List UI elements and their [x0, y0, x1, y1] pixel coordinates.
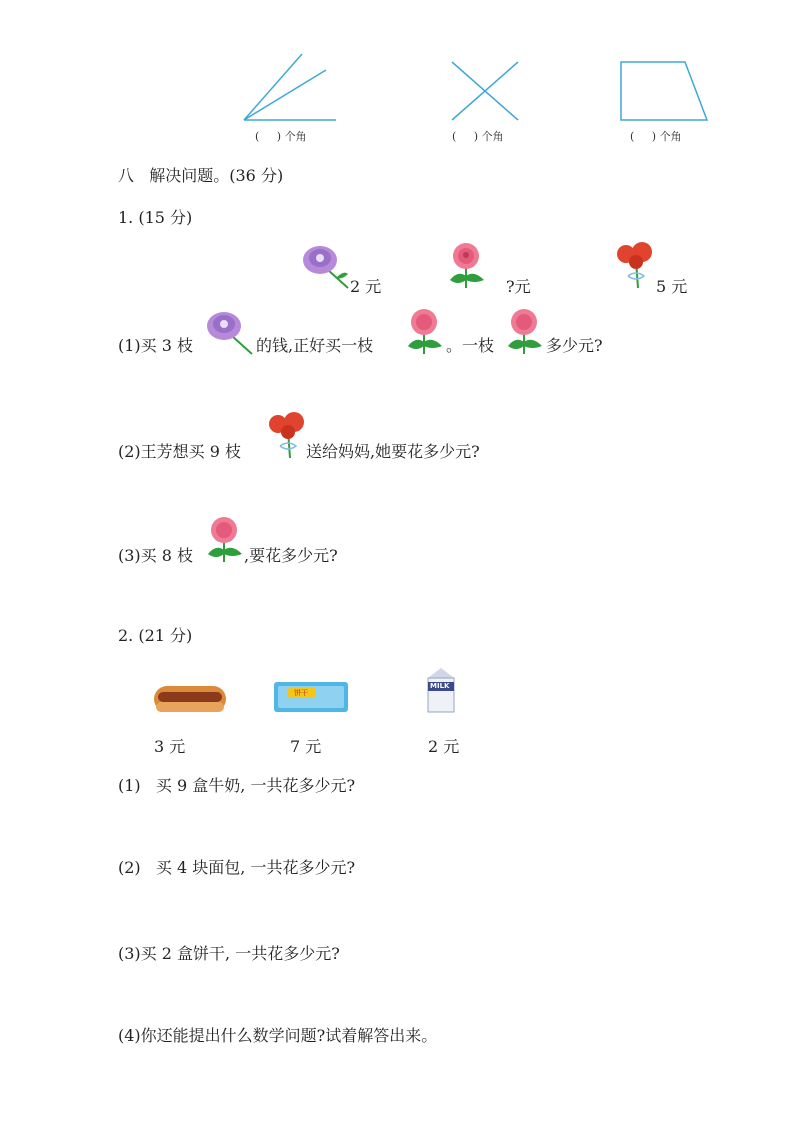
- angle-rays-icon: [240, 48, 340, 123]
- milk-price: 2 元: [428, 737, 460, 756]
- trapezoid-icon: [617, 58, 712, 124]
- q1-p1-text-d: 多少元?: [546, 336, 603, 355]
- shape-caption: ( ) 个角: [630, 130, 682, 143]
- red-flower-icon: [612, 240, 658, 292]
- milk-carton-label: MILK: [430, 682, 450, 690]
- pink-flower-icon: [204, 514, 248, 564]
- purple-flower-icon: [300, 240, 352, 290]
- bread-icon: [152, 680, 228, 716]
- shape-crossed-lines: [448, 58, 523, 124]
- q1-p1-text-a: (1)买 3 枝: [118, 336, 194, 355]
- shape-caption: ( ) 个角: [255, 130, 307, 143]
- milk-carton-icon: [424, 666, 458, 714]
- biscuit-pack-icon: [272, 678, 350, 716]
- section-title: 八 解决问题。(36 分): [118, 166, 284, 185]
- q1-heading: 1. (15 分): [118, 208, 193, 227]
- q2-question-1: (1) 买 9 盒牛奶, 一共花多少元?: [118, 776, 356, 795]
- biscuit-pack-label: 饼干: [294, 689, 308, 697]
- pink-flower-icon: [446, 240, 490, 290]
- shape-angle: [240, 48, 340, 123]
- pink-flower-icon: [504, 306, 548, 356]
- bread-price: 3 元: [154, 737, 186, 756]
- pink-flower-price: ?元: [506, 277, 531, 296]
- purple-flower-price: 2 元: [350, 277, 382, 296]
- shape-caption: ( ) 个角: [452, 130, 504, 143]
- q1-p3-text-a: (3)买 8 枝: [118, 546, 194, 565]
- red-flower-icon: [264, 410, 310, 462]
- crossed-lines-icon: [448, 58, 523, 124]
- purple-flower-icon: [204, 306, 256, 356]
- q2-question-3: (3)买 2 盒饼干, 一共花多少元?: [118, 944, 340, 963]
- q1-p2-text-a: (2)王芳想买 9 枝: [118, 442, 242, 461]
- q2-question-4: (4)你还能提出什么数学问题?试着解答出来。: [118, 1026, 438, 1045]
- biscuit-price: 7 元: [290, 737, 322, 756]
- q1-p1-text-c: 。一枝: [446, 336, 495, 355]
- q2-heading: 2. (21 分): [118, 626, 193, 645]
- red-flower-price: 5 元: [656, 277, 688, 296]
- q2-question-2: (2) 买 4 块面包, 一共花多少元?: [118, 858, 356, 877]
- q1-p3-text-b: ,要花多少元?: [244, 546, 338, 565]
- shape-trapezoid: [617, 58, 712, 124]
- q1-p1-text-b: 的钱,正好买一枝: [256, 336, 374, 355]
- pink-flower-icon: [404, 306, 448, 356]
- q1-p2-text-b: 送给妈妈,她要花多少元?: [306, 442, 480, 461]
